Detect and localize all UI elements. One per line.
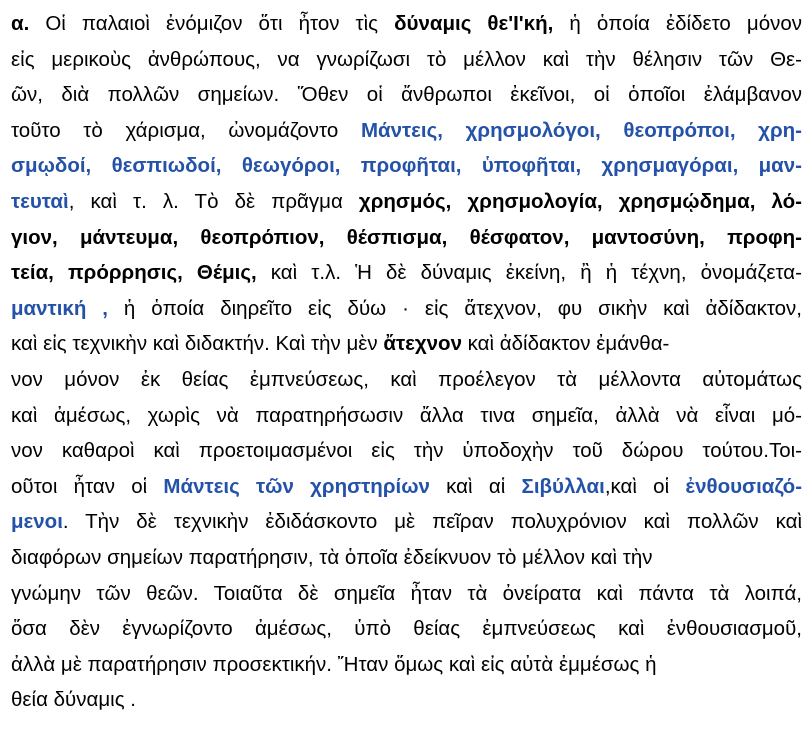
text-line bbox=[11, 362, 802, 398]
text-line bbox=[11, 291, 802, 327]
text-run: καὶ ἀδίδακτον ἐμάνθα- bbox=[461, 332, 670, 356]
text-run: θεία δύναμις . bbox=[11, 688, 137, 712]
text-line bbox=[11, 148, 802, 184]
highlighted-term: μαντική , bbox=[11, 296, 108, 320]
text-run: καὶ αἱ bbox=[429, 474, 522, 498]
text-line bbox=[11, 540, 802, 576]
text-run: . Τὴν δὲ τεχνικὴν ἐδιδάσκοντο μὲ πεῖραν πολυχρόνιον καὶ πολλῶν καὶ bbox=[62, 510, 802, 534]
text-line bbox=[11, 184, 802, 220]
text-run: καὶ εἰς τεχνικὴν καὶ διδακτήν. Καὶ τὴν μὲν bbox=[11, 332, 384, 356]
text-line bbox=[11, 326, 802, 362]
bold-term: ἄτεχνον bbox=[383, 332, 462, 356]
text-line bbox=[11, 647, 802, 683]
text-run: νον καθαροὶ καὶ προετοιμασμένοι εἰς τὴν ὑποδοχὴν τοῦ δώρου τούτου.Τοι- bbox=[11, 439, 802, 463]
text-run: γνώμην τῶν θεῶν. Τοιαῦτα δὲ σημεῖα ἦταν τὰ ὀνείρατα καὶ πάντα τὰ λοιπά, bbox=[11, 581, 802, 605]
text-line bbox=[11, 220, 802, 256]
text-run: καὶ ἀμέσως, χωρὶς νὰ παρατηρήσωσιν ἄλλα τινα σημεῖα, ἀλλὰ νὰ εἶναι μό- bbox=[11, 403, 802, 427]
text-line bbox=[11, 504, 802, 540]
bold-term: α. bbox=[11, 12, 30, 35]
text-run: ,καὶ οἱ bbox=[604, 474, 686, 498]
text-line bbox=[11, 255, 802, 291]
text-line bbox=[11, 113, 802, 149]
text-line bbox=[11, 42, 802, 78]
highlighted-term: Σιβύλλαι bbox=[521, 474, 605, 498]
text-run: ἀλλὰ μὲ παρατήρησιν προσεκτικήν. Ἤταν ὅμως καὶ εἰς αὐτὰ ἐμμέσως ἡ bbox=[11, 652, 657, 676]
highlighted-term: ἐνθουσιαζό- bbox=[685, 474, 802, 498]
text-run: Οἱ παλαιοὶ ἐνόμιζον ὅτι ἦτον τὶς bbox=[29, 12, 395, 35]
highlighted-term: μενοι bbox=[11, 510, 63, 534]
highlighted-term: τευταὶ bbox=[11, 189, 69, 213]
bold-term: γιον, μάντευμα, θεοπρόπιον, θέσπισμα, θέσφατον, μαντοσύνη, προφη- bbox=[11, 225, 802, 249]
text-run: , καὶ τ. λ. Τὸ δὲ πρᾶγμα bbox=[68, 189, 359, 213]
highlighted-term: σμῳδοί, θεσπιωδοί, θεωγόροι, προφῆται, ὑποφῆται, χρησμαγόραι, μαν- bbox=[11, 154, 802, 178]
text-run: ῶν, διὰ πολλῶν σημείων. Ὅθεν οἱ ἄνθρωποι ἐκεῖνοι, οἱ ὁποῖοι ἐλάμβανον bbox=[11, 83, 802, 107]
text-run: ὅσα δὲν ἐγνωρίζοντο ἀμέσως, ὑπὸ θείας ἐμπνεύσεως καὶ ἐνθουσιασμοῦ, bbox=[11, 617, 802, 641]
text-run: ἡ ὁποία διηρεῖτο εἰς δύω · εἰς ἄτεχνον, φυ σικὴν καὶ ἀδίδακτον, bbox=[107, 296, 802, 320]
text-block bbox=[11, 6, 802, 718]
text-line bbox=[11, 469, 802, 505]
text-run: ἡ ὁποία ἐδίδετο μόνον bbox=[553, 12, 802, 35]
text-run: διαφόρων σημείων παρατήρησιν, τὰ ὁποῖα ἐδείκνυον τὸ μέλλον καὶ τὴν bbox=[11, 545, 653, 569]
text-line bbox=[11, 433, 802, 469]
text-line bbox=[11, 398, 802, 434]
text-run: νον μόνον ἐκ θείας ἐμπνεύσεως, καὶ προέλεγον τὰ μέλλοντα αὐτομάτως bbox=[11, 367, 802, 391]
text-run: οῦτοι ἦταν οἱ bbox=[11, 474, 164, 498]
text-line bbox=[11, 611, 802, 647]
text-line bbox=[11, 682, 802, 718]
text-line bbox=[11, 576, 802, 612]
bold-term: χρησμός, χρησμολογία, χρησμῴδημα, λό- bbox=[358, 189, 802, 213]
text-run: τοῦτο τὸ χάρισμα, ὠνομάζοντο bbox=[11, 118, 361, 142]
bold-term: τεία, πρόρρησις, Θέμις, bbox=[11, 261, 257, 285]
text-run: καὶ τ.λ. Ἡ δὲ δύναμις ἐκείνη, ἢ ἡ τέχνη, ὀνομάζετα- bbox=[256, 261, 802, 285]
bold-term: δύναμις θε'Ι'κή, bbox=[394, 12, 554, 35]
highlighted-term: Μάντεις, χρησμολόγοι, θεοπρόποι, χρη- bbox=[360, 118, 802, 142]
highlighted-term: Μάντεις τῶν χρηστηρίων bbox=[163, 474, 430, 498]
text-line bbox=[11, 6, 802, 42]
text-run: εἰς μερικοὺς ἀνθρώπους, να γνωρίζωσι τὸ μέλλον καὶ τὴν θέλησιν τῶν Θε- bbox=[11, 47, 802, 71]
text-line bbox=[11, 77, 802, 113]
